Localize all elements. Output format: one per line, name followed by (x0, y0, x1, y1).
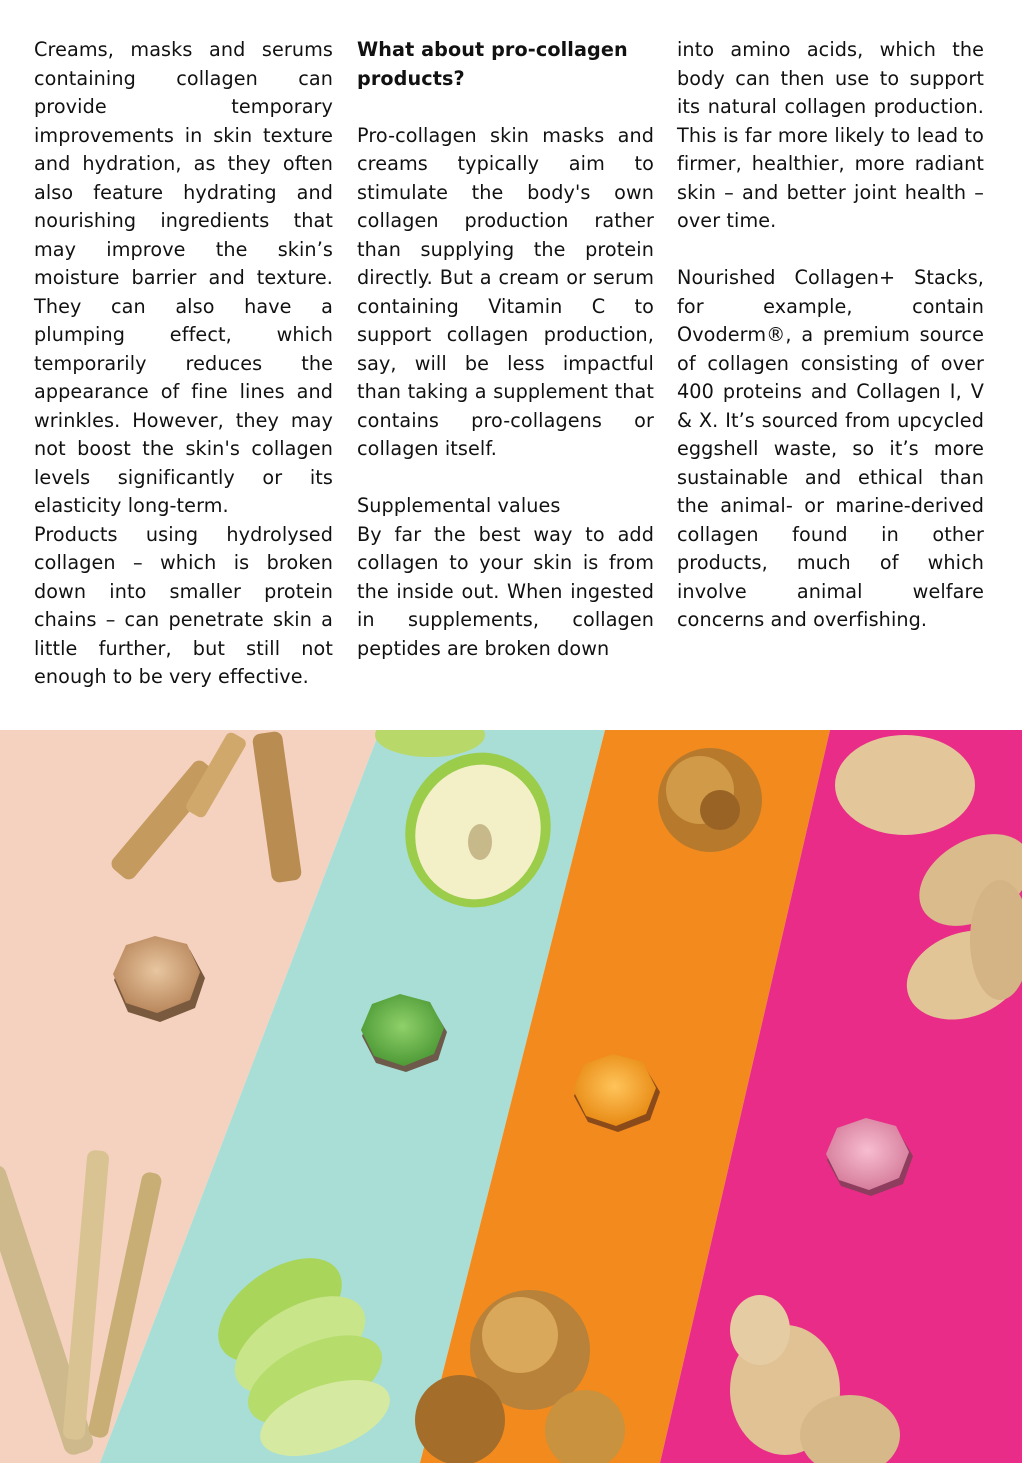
column-2 (357, 36, 654, 663)
paragraph: Pro-collagen skin masks and creams typically aim to stimulate the body's own collagen production rather than supplying the protein directly. But a cream or serum containing Vitamin C to support collagen production, say, will be less impactful than taking a supplement that contains pro-collagens or collagen itself. (357, 123, 654, 460)
product-photo (0, 730, 1022, 1463)
paragraph: Products using hydrolysed collagen – which is broken down into smaller protein chains – can penetrate skin a little further, but still not enough to be very effective. (34, 522, 333, 688)
section-heading: What about pro-collagen products? (357, 38, 628, 90)
article-text (0, 0, 1022, 730)
column-1 (34, 36, 333, 692)
column-3 (677, 36, 984, 635)
paragraph: Nourished Collagen+ Stacks, for example, contain Ovoderm®, a premium source of collagen consisting of over 400 proteins and Collagen I, V & X. It’s sourced from upcycled eggshell waste, so it’s more sustainable and ethical than the animal- or marine-derived collagen found in other products, much of which involve animal welfare concerns and overfishing. (677, 266, 984, 631)
paragraph: into amino acids, which the body can then use to support its natural collagen production. This is far more likely to lead to firmer, healthier, more radiant skin – and better joint health – over time. (677, 38, 984, 232)
dried-rose-icon (658, 748, 762, 852)
section-subheading: Supplemental values (357, 494, 561, 517)
paragraph: By far the best way to add collagen to your skin is from the inside out. When ingested in supplements, collagen peptides are broken down (357, 522, 654, 660)
photo-illustration (0, 730, 1022, 1463)
paragraph: Creams, masks and serums containing collagen can provide temporary improvements in skin texture and hydration, as they often also feature hydrating and nourishing ingredients that may improve the skin’s moisture barrier and texture. They can also have a plumping effect, which temporarily reduces the appearance of fine lines and wrinkles. However, they may not boost the skin's collagen levels significantly or its elasticity long-term. (34, 38, 333, 517)
